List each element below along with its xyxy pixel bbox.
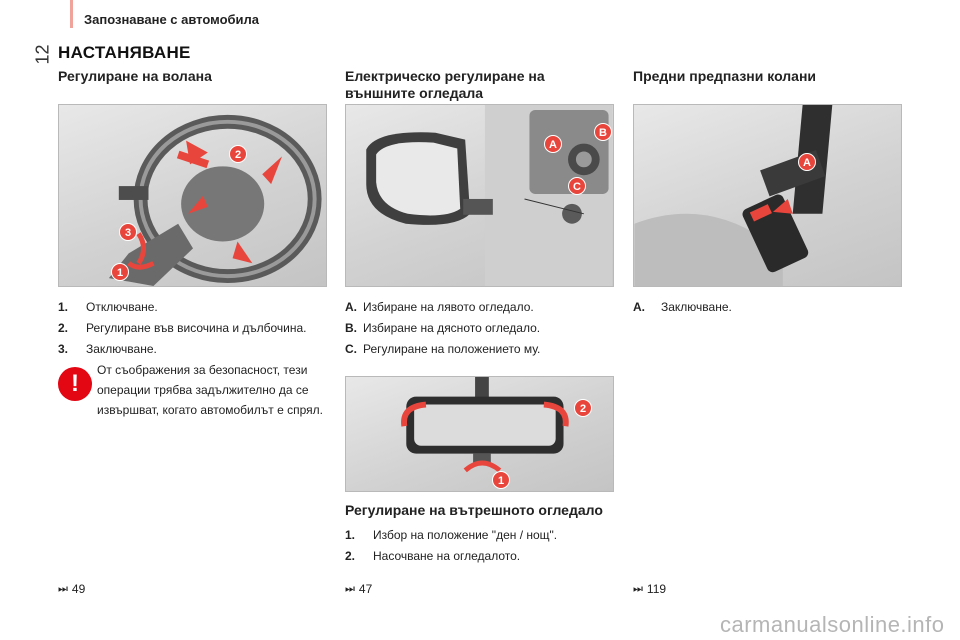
item-key: A. [345,300,357,314]
item-text: Избор на положение "ден / нощ". [373,528,558,542]
skip-forward-icon: ⏭ [345,582,355,595]
list-item [58,297,307,318]
page-reference-steering [58,582,85,596]
item-text: Избиране на лявото огледало. [363,300,534,314]
ref-page: 49 [71,582,86,596]
item-key: A. [633,300,645,314]
figure-callout-a: A [798,153,816,171]
list-item [633,297,732,318]
skip-forward-icon: ⏭ [58,582,68,595]
heading-line: Електрическо регулиране на [345,68,545,84]
item-key: 2. [58,321,69,335]
chapter-title: НАСТАНЯВАНЕ [58,43,191,62]
item-text: Избиране на дясното огледало. [363,321,541,335]
page-number: 12 [32,44,53,65]
item-text: Заключване. [661,300,732,314]
steering-wheel-figure [58,104,327,287]
section-title: Запознаване с автомобила [84,12,260,27]
skip-forward-icon: ⏭ [633,582,643,595]
warning-line: От съображения за безопасност, тези [97,363,308,377]
seatbelt-steps [633,297,732,318]
figure-callout-1: 1 [111,263,129,281]
interior-mirror-steps [345,525,557,567]
item-text: Насочване на огледалото. [373,549,521,563]
list-item [58,318,307,339]
item-text: Заключване. [86,342,157,356]
item-key: 2. [345,549,356,563]
list-item [345,546,557,567]
interior-mirror-figure [345,376,614,492]
seatbelt-heading: Предни предпазни колани [633,68,817,84]
header-accent-bar [70,0,73,28]
warning-line: извършват, когато автомобилът е спрял. [97,403,323,417]
figure-callout-b: B [594,123,612,141]
steering-heading: Регулиране на волана [58,68,212,84]
item-key: 1. [58,300,69,314]
exterior-mirror-figure [345,104,614,287]
figure-callout-3: 3 [119,223,137,241]
interior-mirror-heading: Регулиране на вътрешното огледало [345,502,603,518]
list-item [345,297,540,318]
figure-callout-a: A [544,135,562,153]
item-key: C. [345,342,357,356]
figure-callout-1: 1 [492,471,510,489]
figure-callout-2: 2 [229,145,247,163]
item-key: B. [345,321,357,335]
seatbelt-figure [633,104,902,287]
item-text: Отключване. [86,300,158,314]
mirror-heading [345,68,545,102]
warning-exclamation-icon: ! [58,367,92,401]
figure-callout-c: C [568,177,586,195]
item-text: Регулиране на положението му. [363,342,541,356]
mirror-steps [345,297,540,360]
warning-line: операции трябва задължително да се [97,383,309,397]
list-item [58,339,307,360]
list-item [345,318,540,339]
item-key: 3. [58,342,69,356]
page-reference-mirrors [345,582,372,596]
list-item [345,339,540,360]
figure-callout-2: 2 [574,399,592,417]
list-item [345,525,557,546]
page-reference-seatbelts [633,582,666,596]
safety-warning-text [97,360,337,420]
ref-page: 47 [358,582,373,596]
ref-page: 119 [646,582,667,596]
steering-steps [58,297,307,360]
heading-line: външните огледала [345,85,484,101]
item-key: 1. [345,528,356,542]
item-text: Регулиране във височина и дълбочина. [86,321,307,335]
watermark: carmanualsonline.info [720,612,945,637]
